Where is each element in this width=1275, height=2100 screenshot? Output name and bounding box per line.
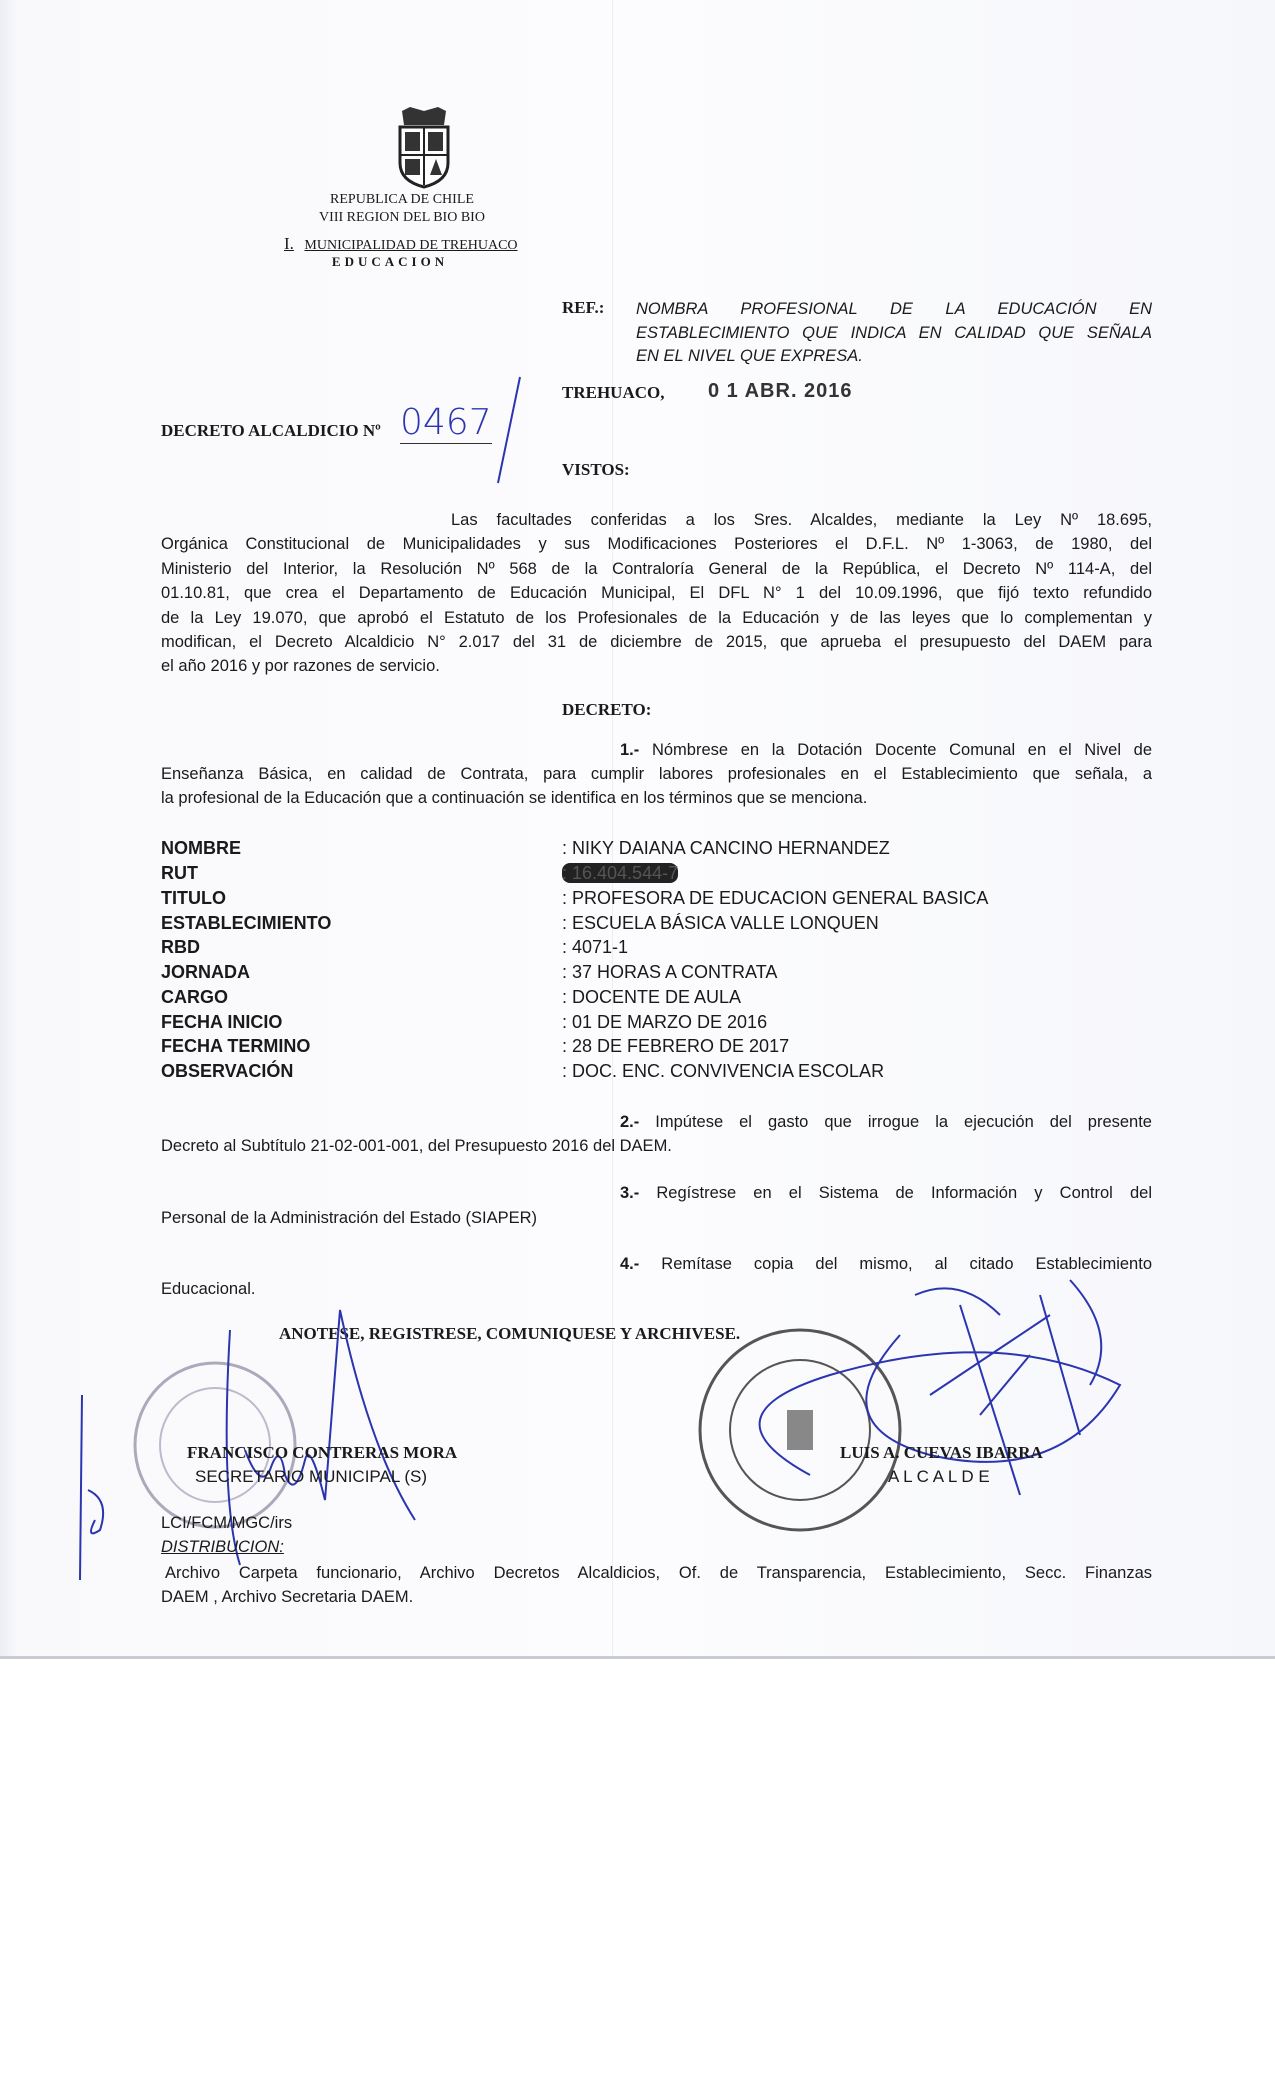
- item2-line: 2.- Impútese el gasto que irrogue la ejecución del presente: [620, 1113, 1152, 1131]
- field-label: FECHA INICIO: [161, 1012, 283, 1032]
- header-department: EDUCACION: [331, 254, 449, 269]
- closing-formula: ANOTESE, REGISTRESE, COMUNIQUESE Y ARCHIVESE.: [279, 1324, 741, 1343]
- fold-line: [612, 0, 613, 1656]
- decree-number: 0467: [400, 402, 492, 443]
- mayor-title: A L C A L D E: [888, 1467, 990, 1486]
- field-label: FECHA TERMINO: [161, 1036, 311, 1056]
- field-label: NOMBRE: [161, 838, 241, 858]
- field-value: : 28 DE FEBRERO DE 2017: [562, 1036, 790, 1056]
- item3-line: Personal de la Administración del Estado (SIAPER): [161, 1209, 538, 1227]
- secretary-title: SECRETARIO MUNICIPAL (S): [195, 1467, 428, 1486]
- decree-label: DECRETO ALCALDICIO Nº: [161, 421, 381, 440]
- secretary-name: FRANCISCO CONTRERAS MORA: [187, 1443, 458, 1462]
- mayor-name: LUIS A. CUEVAS IBARRA: [840, 1443, 1043, 1462]
- ref-label: REF.:: [562, 298, 605, 317]
- field-label: ESTABLECIMIENTO: [161, 913, 332, 933]
- field-label: OBSERVACIÓN: [161, 1061, 294, 1081]
- item4-line: 4.- Remítase copia del mismo, al citado Establecimiento: [620, 1255, 1152, 1273]
- initials: LCI/FCM/MGC/irs: [161, 1514, 293, 1532]
- field-value: : 37 HORAS A CONTRATA: [562, 962, 778, 982]
- vistos-line: 01.10.81, que crea el Departamento de Educación Municipal, El DFL N° 1 del 10.09.1996, que fijó texto refundido: [161, 584, 1152, 602]
- item1-line: 1.- Nómbrese en la Dotación Docente Comunal en el Nivel de: [620, 741, 1152, 759]
- vistos-title: VISTOS:: [562, 460, 630, 479]
- field-value: : PROFESORA DE EDUCACION GENERAL BASICA: [562, 888, 989, 908]
- distribution-line: Archivo Carpeta funcionario, Archivo Decretos Alcaldicios, Of. de Transparencia, Establecimiento, Secc. Finanzas: [165, 1564, 1152, 1582]
- field-value: : DOC. ENC. CONVIVENCIA ESCOLAR: [562, 1061, 885, 1081]
- field-value: : DOCENTE DE AULA: [562, 987, 742, 1007]
- field-value: : 01 DE MARZO DE 2016: [562, 1012, 768, 1032]
- item4-line: Educacional.: [161, 1280, 256, 1298]
- vistos-line: de la Ley 19.070, que aprobó el Estatuto de los Profesionales de la Educación y de las leyes que lo complementan y: [161, 609, 1152, 627]
- item1-line: la profesional de la Educación que a continuación se identifica en los términos que se menciona.: [161, 789, 868, 807]
- field-value: : NIKY DAIANA CANCINO HERNANDEZ: [562, 838, 890, 858]
- field-label: RUT: [161, 863, 198, 883]
- field-label: RBD: [161, 937, 200, 957]
- place: TREHUACO,: [562, 383, 665, 402]
- field-value-redacted: : 16.404.544-7: [562, 863, 679, 883]
- vistos-line: Orgánica Constitucional de Municipalidades y sus Modificaciones Posteriores el D.F.L. Nº 1-3063, de 1980, del: [161, 535, 1152, 553]
- ref-line: ESTABLECIMIENTO QUE INDICA EN CALIDAD QUE SEÑALA: [636, 324, 1152, 342]
- decree-slash-mark: [490, 375, 530, 485]
- field-label: JORNADA: [161, 962, 251, 982]
- field-value: : 4071-1: [562, 937, 629, 957]
- vistos-line: Las facultades conferidas a los Sres. Alcaldes, mediante la Ley Nº 18.695,: [451, 511, 1152, 529]
- ref-line: EN EL NIVEL QUE EXPRESA.: [636, 347, 863, 365]
- vistos-line: el año 2016 y por razones de servicio.: [161, 657, 440, 675]
- distribution-line: DAEM , Archivo Secretaria DAEM.: [161, 1588, 414, 1606]
- header-municipality: I. MUNICIPALIDAD DE TREHUACO: [284, 234, 518, 253]
- field-label: CARGO: [161, 987, 228, 1007]
- vistos-line: Ministerio del Interior, la Resolución Nº 568 de la Contraloría General de la República, el Decreto Nº 114-A, del: [161, 560, 1152, 578]
- item1-number: 1.-: [620, 741, 640, 759]
- item3-line: 3.- Regístrese en el Sistema de Información y Control del: [620, 1184, 1152, 1202]
- field-label: TITULO: [161, 888, 226, 908]
- date-stamp: 0 1 ABR. 2016: [708, 380, 853, 402]
- decreto-title: DECRETO:: [562, 700, 652, 719]
- ref-line: NOMBRA PROFESIONAL DE LA EDUCACIÓN EN: [636, 300, 1152, 318]
- municipal-crest-icon: [392, 105, 456, 189]
- distribution-title: DISTRIBUCION:: [161, 1538, 284, 1556]
- header-country: REPUBLICA DE CHILE: [330, 192, 474, 207]
- header-region: VIII REGION DEL BIO BIO: [319, 210, 485, 225]
- header-prefix: I.: [284, 234, 294, 253]
- field-value: : ESCUELA BÁSICA VALLE LONQUEN: [562, 913, 879, 933]
- vistos-line: modifican, el Decreto Alcaldicio N° 2.017 del 31 de diciembre de 2015, que aprueba el presupuesto del DAEM para: [161, 633, 1152, 651]
- item1-line: Enseñanza Básica, en calidad de Contrata, para cumplir labores profesionales en el Establecimiento que señala, a: [161, 765, 1152, 783]
- item2-line: Decreto al Subtítulo 21-02-001-001, del Presupuesto 2016 del DAEM.: [161, 1137, 672, 1155]
